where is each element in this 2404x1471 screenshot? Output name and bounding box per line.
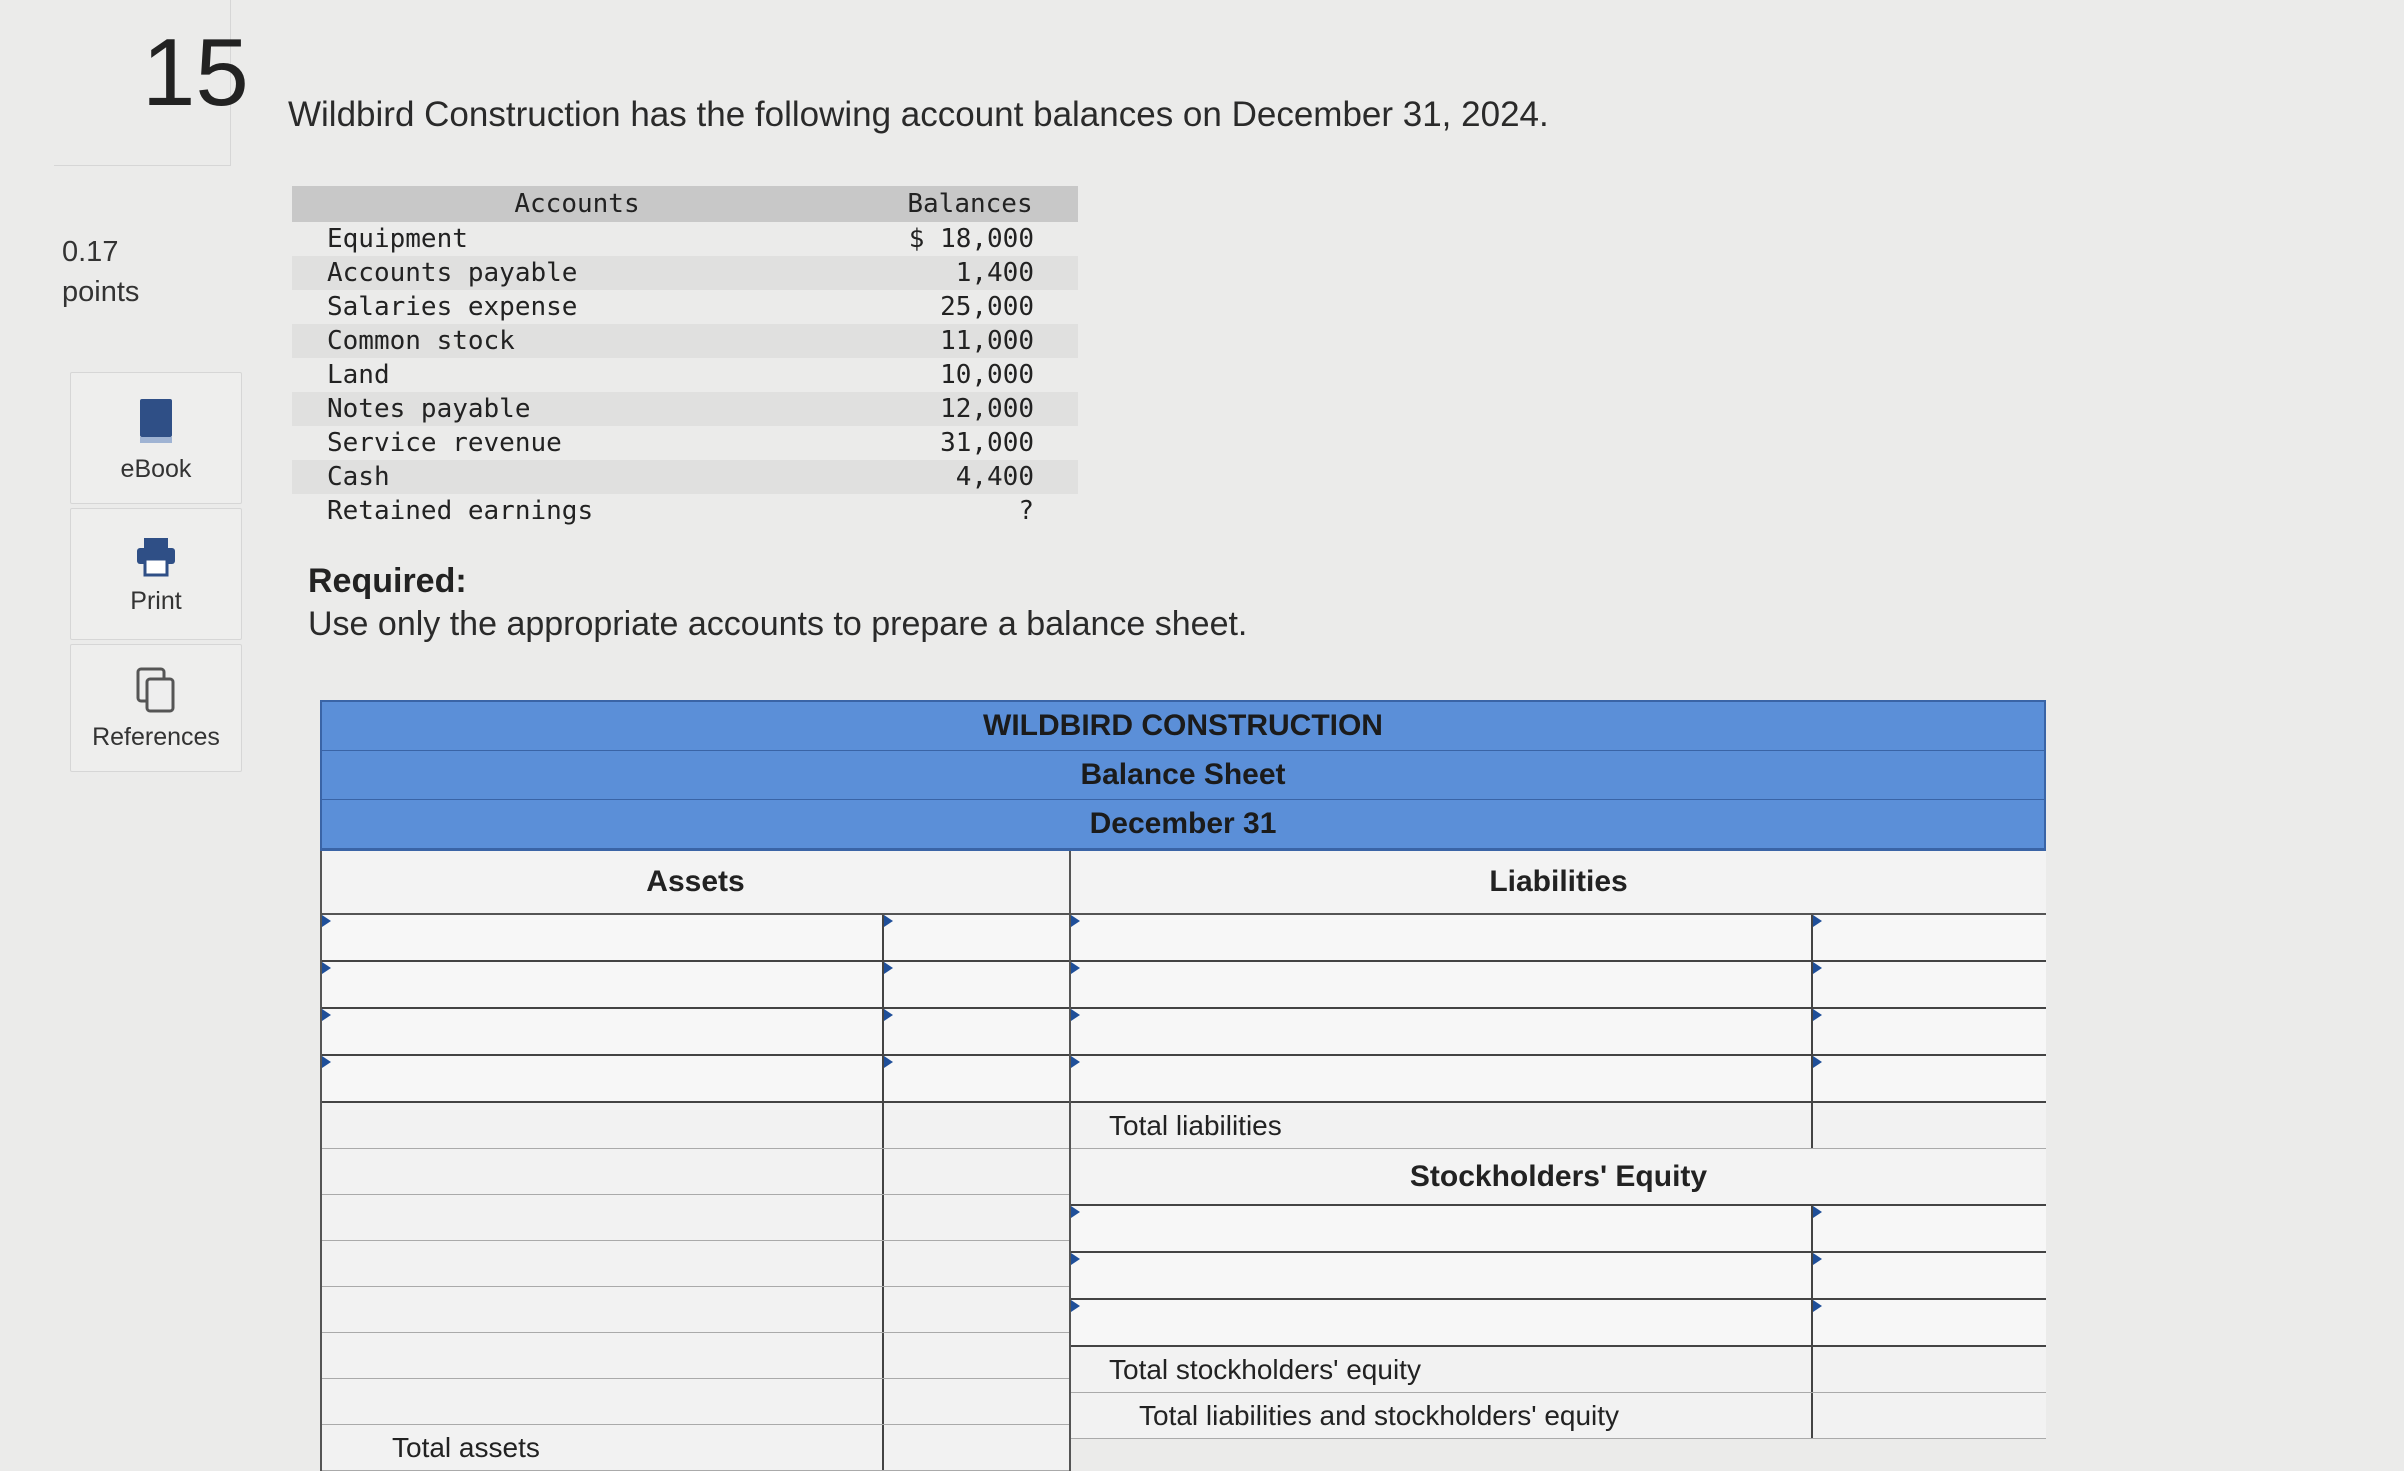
asset-row xyxy=(322,1009,1069,1056)
printer-icon xyxy=(134,535,178,579)
question-text: Wildbird Construction has the following account balances on December 31, 2024. xyxy=(288,95,1549,134)
account-name: Cash xyxy=(327,462,390,492)
equity-row xyxy=(1071,1206,2046,1253)
asset-blank-row xyxy=(322,1195,1069,1241)
equity-row xyxy=(1071,1300,2046,1347)
assets-header: Assets xyxy=(322,851,1069,915)
account-name: Common stock xyxy=(327,326,515,356)
asset-blank-account-input[interactable] xyxy=(322,1379,882,1424)
asset-account-input[interactable] xyxy=(322,1056,882,1101)
asset-blank-account-input[interactable] xyxy=(322,1195,882,1240)
asset-account-input[interactable] xyxy=(322,962,882,1007)
question-number-box xyxy=(54,0,249,166)
asset-blank-account-input[interactable] xyxy=(322,1287,882,1332)
account-row xyxy=(292,358,1078,392)
total-liabilities-row xyxy=(1071,1103,2046,1149)
asset-blank-amount-input[interactable] xyxy=(884,1287,1069,1332)
dropdown-indicator-icon xyxy=(1813,1253,1822,1265)
dropdown-indicator-icon xyxy=(1813,1300,1822,1312)
asset-amount-input[interactable] xyxy=(884,915,1069,960)
dropdown-indicator-icon xyxy=(322,1009,331,1021)
accounts-table xyxy=(292,186,1078,528)
asset-blank-row xyxy=(322,1103,1069,1149)
liability-row xyxy=(1071,1056,2046,1103)
total-liabilities-equity-amount-input[interactable] xyxy=(1813,1393,2046,1438)
assets-section xyxy=(322,851,1071,1471)
ebook-label: eBook xyxy=(120,455,192,483)
dropdown-indicator-icon xyxy=(884,915,893,927)
print-label: Print xyxy=(130,587,182,615)
total-equity-amount-input[interactable] xyxy=(1813,1347,2046,1392)
copy-icon xyxy=(134,667,178,715)
balance-sheet xyxy=(320,700,2046,1463)
dropdown-indicator-icon xyxy=(1071,1300,1080,1312)
equity-amount-input[interactable] xyxy=(1813,1253,2046,1298)
dropdown-indicator-icon xyxy=(1813,1056,1822,1068)
asset-row xyxy=(322,1056,1069,1103)
asset-blank-amount-input[interactable] xyxy=(884,1241,1069,1286)
required-text: Use only the appropriate accounts to prepare a balance sheet. xyxy=(308,605,1248,643)
book-icon xyxy=(136,397,176,447)
asset-blank-account-input[interactable] xyxy=(322,1241,882,1286)
total-equity-row xyxy=(1071,1347,2046,1393)
account-balance: 31,000 xyxy=(940,428,1034,458)
account-balance: $ 18,000 xyxy=(908,224,1034,254)
asset-blank-amount-input[interactable] xyxy=(884,1103,1069,1148)
statement-title: Balance Sheet xyxy=(322,751,2044,800)
total-liabilities-equity-row xyxy=(1071,1393,2046,1439)
dropdown-indicator-icon xyxy=(1813,1009,1822,1021)
balance-sheet-header xyxy=(320,700,2046,851)
required-label: Required: xyxy=(308,562,467,600)
dropdown-indicator-icon xyxy=(1813,915,1822,927)
asset-blank-account-input[interactable] xyxy=(322,1333,882,1378)
total-liabilities-equity-label: Total liabilities and stockholders' equity xyxy=(1139,1400,1620,1431)
asset-blank-row xyxy=(322,1287,1069,1333)
dropdown-indicator-icon xyxy=(1071,1206,1080,1218)
points-value: 0.17 xyxy=(62,236,119,268)
ebook-button[interactable] xyxy=(70,372,242,504)
account-balance: 10,000 xyxy=(940,360,1034,390)
dropdown-indicator-icon xyxy=(1071,1009,1080,1021)
total-assets-amount-input[interactable] xyxy=(884,1425,1069,1470)
asset-blank-row xyxy=(322,1241,1069,1287)
asset-amount-input[interactable] xyxy=(884,962,1069,1007)
asset-blank-row xyxy=(322,1379,1069,1425)
asset-blank-amount-input[interactable] xyxy=(884,1333,1069,1378)
liability-account-input[interactable] xyxy=(1071,915,1811,960)
dropdown-indicator-icon xyxy=(884,1009,893,1021)
asset-row xyxy=(322,915,1069,962)
equity-account-input[interactable] xyxy=(1071,1206,1811,1251)
asset-blank-account-input[interactable] xyxy=(322,1149,882,1194)
print-button[interactable] xyxy=(70,508,242,640)
account-row xyxy=(292,256,1078,290)
asset-blank-amount-input[interactable] xyxy=(884,1149,1069,1194)
asset-row xyxy=(322,962,1069,1009)
liability-amount-input[interactable] xyxy=(1813,1056,2046,1101)
account-row xyxy=(292,290,1078,324)
dropdown-indicator-icon xyxy=(1071,962,1080,974)
dropdown-indicator-icon xyxy=(322,1056,331,1068)
account-row xyxy=(292,460,1078,494)
account-name: Retained earnings xyxy=(327,496,594,526)
liability-account-input[interactable] xyxy=(1071,1009,1811,1054)
liability-row xyxy=(1071,1009,2046,1056)
total-assets-label: Total assets xyxy=(392,1432,540,1463)
equity-amount-input[interactable] xyxy=(1813,1300,2046,1345)
account-balance: 1,400 xyxy=(955,258,1034,288)
question-number: 15 xyxy=(142,19,249,126)
equity-amount-input[interactable] xyxy=(1813,1206,2046,1251)
asset-blank-amount-input[interactable] xyxy=(884,1195,1069,1240)
asset-account-input[interactable] xyxy=(322,915,882,960)
account-balance: ? xyxy=(1018,496,1034,526)
asset-account-input[interactable] xyxy=(322,1009,882,1054)
statement-date: December 31 xyxy=(322,800,2044,849)
account-name: Equipment xyxy=(327,224,468,254)
account-row xyxy=(292,324,1078,358)
equity-header: Stockholders' Equity xyxy=(1071,1149,2046,1206)
equity-account-input[interactable] xyxy=(1071,1300,1811,1345)
account-name: Salaries expense xyxy=(327,292,578,322)
total-liabilities-amount-input[interactable] xyxy=(1813,1103,2046,1148)
company-name: WILDBIRD CONSTRUCTION xyxy=(322,702,2044,751)
dropdown-indicator-icon xyxy=(322,915,331,927)
liabilities-header: Liabilities xyxy=(1071,851,2046,915)
account-row xyxy=(292,392,1078,426)
liabilities-section xyxy=(1071,851,2046,1471)
asset-blank-amount-input[interactable] xyxy=(884,1379,1069,1424)
references-button[interactable] xyxy=(70,644,242,772)
dropdown-indicator-icon xyxy=(1813,962,1822,974)
account-name: Land xyxy=(327,360,390,390)
asset-blank-account-input[interactable] xyxy=(322,1103,882,1148)
dropdown-indicator-icon xyxy=(1813,1206,1822,1218)
account-balance: 25,000 xyxy=(940,292,1034,322)
dropdown-indicator-icon xyxy=(322,962,331,974)
points-display xyxy=(62,232,139,312)
asset-blank-row xyxy=(322,1149,1069,1195)
liability-amount-input[interactable] xyxy=(1813,915,2046,960)
liability-row xyxy=(1071,915,2046,962)
asset-blank-row xyxy=(322,1333,1069,1379)
account-name: Accounts payable xyxy=(327,258,578,288)
balances-header: Balances xyxy=(907,189,1033,219)
liability-account-input[interactable] xyxy=(1071,1056,1811,1101)
references-label: References xyxy=(92,723,220,751)
total-liabilities-label: Total liabilities xyxy=(1109,1110,1282,1141)
liability-amount-input[interactable] xyxy=(1813,1009,2046,1054)
asset-amount-input[interactable] xyxy=(884,1009,1069,1054)
account-name: Service revenue xyxy=(327,428,562,458)
account-row xyxy=(292,426,1078,460)
dropdown-indicator-icon xyxy=(1071,915,1080,927)
account-name: Notes payable xyxy=(327,394,531,424)
equity-account-input[interactable] xyxy=(1071,1253,1811,1298)
dropdown-indicator-icon xyxy=(1071,1253,1080,1265)
total-equity-label: Total stockholders' equity xyxy=(1109,1354,1421,1385)
total-assets-row xyxy=(322,1425,1069,1471)
account-row xyxy=(292,494,1078,528)
liability-account-input[interactable] xyxy=(1071,962,1811,1007)
liability-amount-input[interactable] xyxy=(1813,962,2046,1007)
account-balance: 4,400 xyxy=(955,462,1034,492)
account-balance: 11,000 xyxy=(940,326,1034,356)
dropdown-indicator-icon xyxy=(1071,1056,1080,1068)
liability-row xyxy=(1071,962,2046,1009)
points-label: points xyxy=(62,276,140,308)
asset-amount-input[interactable] xyxy=(884,1056,1069,1101)
account-row xyxy=(292,222,1078,256)
account-balance: 12,000 xyxy=(940,394,1034,424)
accounts-table-header xyxy=(292,186,1078,222)
equity-row xyxy=(1071,1253,2046,1300)
dropdown-indicator-icon xyxy=(884,1056,893,1068)
dropdown-indicator-icon xyxy=(884,962,893,974)
accounts-header: Accounts xyxy=(514,189,640,219)
